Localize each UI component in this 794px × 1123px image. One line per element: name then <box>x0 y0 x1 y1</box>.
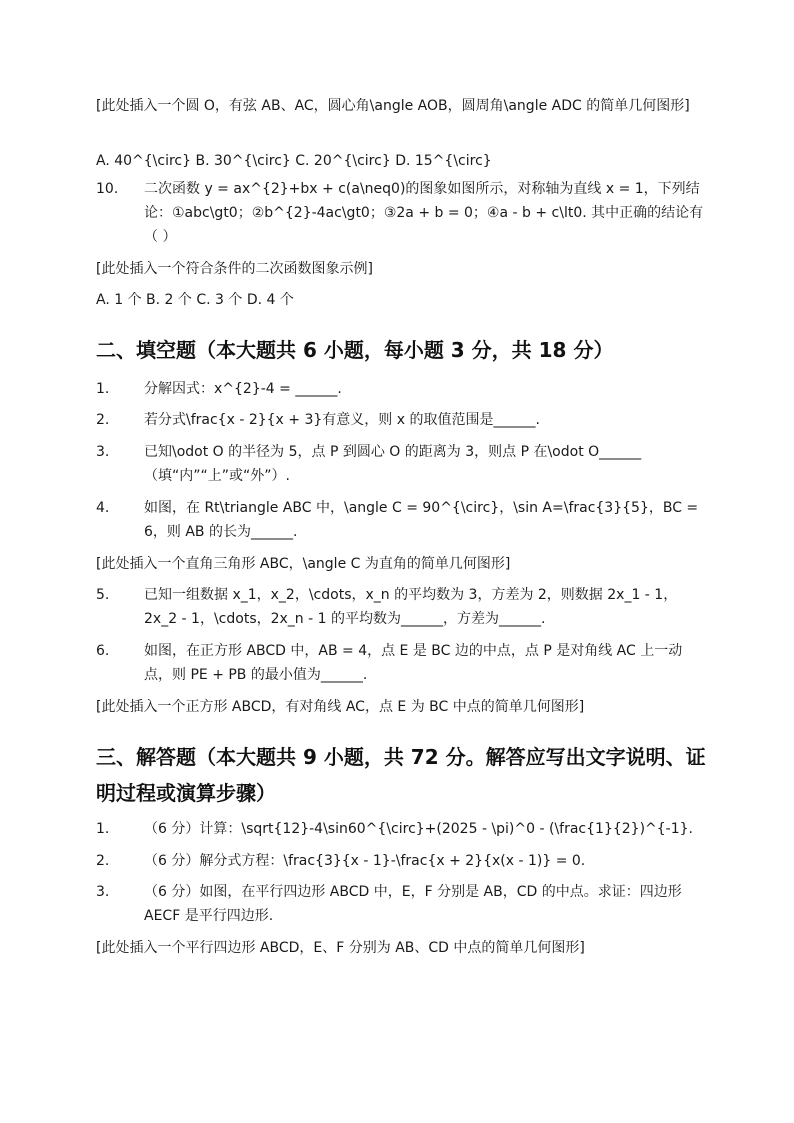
question-number: 2. <box>96 412 110 428</box>
figure-placeholder-circle: [此处插入一个圆 O，有弦 AB、AC，圆心角\angle AOB，圆周角\angle ADC 的简单几何图形] <box>96 98 690 114</box>
section-3-title: 三、解答题（本大题共 9 小题，共 72 分。解答应写出文字说明、证明过程或演算步骤） <box>96 745 706 805</box>
fill-question-1 <box>96 377 706 401</box>
question-number: 1. <box>96 381 110 397</box>
figure-placeholder-parabola: [此处插入一个符合条件的二次函数图象示例] <box>96 261 373 277</box>
solve-question-2 <box>96 849 706 873</box>
figure-placeholder-square: [此处插入一个正方形 ABCD，有对角线 AC，点 E 为 BC 中点的简单几何图形] <box>96 699 585 715</box>
figure-placeholder-parallelogram: [此处插入一个平行四边形 ABCD，E、F 分别为 AB、CD 中点的简单几何图形] <box>96 940 585 956</box>
figure-placeholder-triangle: [此处插入一个直角三角形 ABC，\angle C 为直角的简单几何图形] <box>96 556 511 572</box>
question-number: 6. <box>96 643 110 659</box>
question-number: 10. <box>96 181 119 197</box>
section-2-title: 二、填空题（本大题共 6 小题，每小题 3 分，共 18 分） <box>96 338 614 362</box>
question-text: 已知\odot O 的半径为 5，点 P 到圆心 O 的距离为 3，则点 P 在\odot O______（填“内”“上”或“外”）. <box>144 444 642 484</box>
question-number: 3. <box>96 444 110 460</box>
question-number: 1. <box>96 821 110 837</box>
question-text: 已知一组数据 x_1，x_2，\cdots，x_n 的平均数为 3，方差为 2，则数据 2x_1 - 1，2x_2 - 1，\cdots，2x_n - 1 的平均数为______，方差为______. <box>144 587 678 627</box>
fill-question-3 <box>96 440 706 488</box>
question-text: 如图，在正方形 ABCD 中，AB = 4，点 E 是 BC 边的中点，点 P 是对角线 AC 上一动点，则 PE + PB 的最小值为______. <box>144 643 683 683</box>
solve-question-1 <box>96 817 706 841</box>
question-text: （6 分）如图，在平行四边形 ABCD 中，E，F 分别是 AB，CD 的中点。求证：四边形 AECF 是平行四边形. <box>144 884 682 924</box>
fill-question-2 <box>96 408 706 432</box>
fill-question-4 <box>96 496 706 544</box>
question-number: 4. <box>96 500 110 516</box>
question-10 <box>96 177 706 249</box>
question-text: （6 分）解分式方程：\frac{3}{x - 1}-\frac{x + 2}{x(x - 1)} = 0. <box>144 853 586 869</box>
question-number: 5. <box>96 587 110 603</box>
question-text: 分解因式：x^{2}-4 = ______. <box>144 381 342 397</box>
question-text: 若分式\frac{x - 2}{x + 3}有意义，则 x 的取值范围是______. <box>144 412 540 428</box>
q10-options: A. 1 个 B. 2 个 C. 3 个 D. 4 个 <box>96 292 294 308</box>
question-text: 二次函数 y = ax^{2}+bx + c(a\neq0)的图象如图所示，对称轴为直线 x = 1，下列结论：①abc\gt0；②b^{2}-4ac\gt0；③2a + b = 0；④a - b + c\lt0. 其中正确的结论有（ ） <box>144 181 704 245</box>
question-text: 如图，在 Rt\triangle ABC 中，\angle C = 90^{\circ}，\sin A=\frac{3}{5}，BC = 6，则 AB 的长为______. <box>144 500 699 540</box>
q9-options: A. 40^{\circ} B. 30^{\circ} C. 20^{\circ} D. 15^{\circ} <box>96 153 492 169</box>
question-number: 2. <box>96 853 110 869</box>
fill-question-5 <box>96 583 706 631</box>
question-number: 3. <box>96 884 110 900</box>
fill-question-6 <box>96 639 706 687</box>
question-text: （6 分）计算：\sqrt{12}-4\sin60^{\circ}+(2025 - \pi)^0 - (\frac{1}{2})^{-1}. <box>144 821 693 837</box>
solve-question-3 <box>96 880 706 928</box>
